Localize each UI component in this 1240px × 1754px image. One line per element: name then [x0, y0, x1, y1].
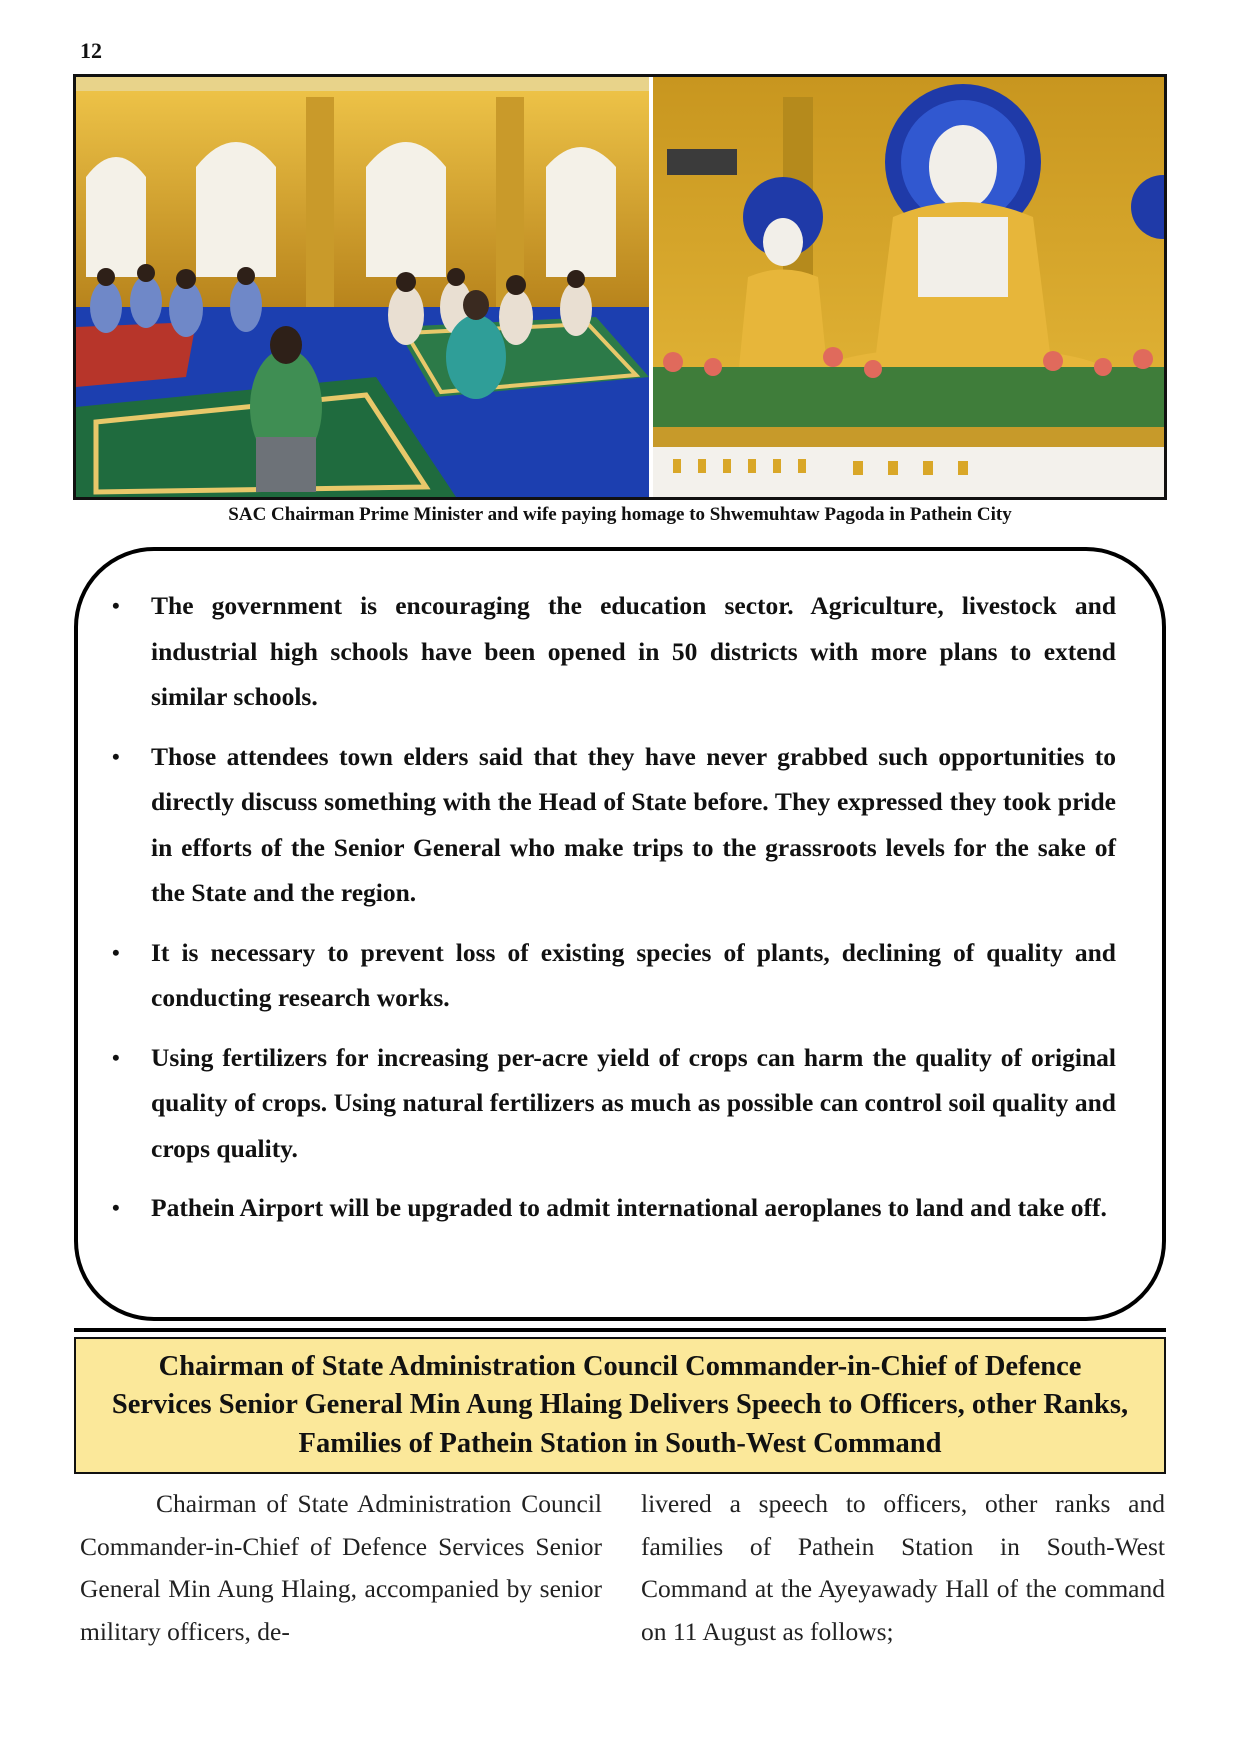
- body-paragraph: Chairman of State Administration Council Commander-in-Chief of Defence Services Senior General Min Aung Hlaing, accompanied by senior military officers, de-: [80, 1489, 602, 1646]
- body-column-left: [80, 1483, 602, 1653]
- bullet-point: [74, 734, 1166, 916]
- section-divider: [74, 1328, 1166, 1332]
- body-paragraph: livered a speech to officers, other ranks and families of Pathein Station in South-West Command at the Ayeyawady Hall of the command on 11 August as follows;: [641, 1489, 1165, 1646]
- bullet-point: [74, 1035, 1166, 1172]
- worshippers-photo-icon: [76, 77, 649, 497]
- bullet-icon: •: [112, 593, 120, 618]
- bullet-point: [74, 583, 1166, 720]
- bullet-point: [74, 1185, 1166, 1231]
- photo-strip: [73, 74, 1167, 500]
- bullet-text: Pathein Airport will be upgraded to admit international aeroplanes to land and take off.: [151, 1193, 1107, 1222]
- bullet-icon: •: [112, 1044, 120, 1070]
- headline-box: [74, 1337, 1166, 1474]
- body-column-right: [641, 1483, 1165, 1653]
- bullet-icon: •: [112, 939, 120, 965]
- bullet-point: [74, 930, 1166, 1021]
- buddha-statues-photo-icon: [653, 77, 1164, 497]
- worshippers-photo: [76, 77, 653, 497]
- buddha-statues-photo: [653, 77, 1164, 497]
- bullet-text: The government is encouraging the education sector. Agriculture, livestock and industrial high schools have been opened in 50 districts with more plans to extend similar schools.: [151, 591, 1116, 711]
- bullet-icon: •: [112, 1195, 120, 1220]
- bullet-text: Those attendees town elders said that they have never grabbed such opportunities to directly discuss something with the Head of State before. They expressed they took pride in efforts of the Senior General who make trips to the grassroots levels for the sake of the State and the region.: [151, 741, 1116, 907]
- bullet-text: It is necessary to prevent loss of existing species of plants, declining of quality and conducting research works.: [151, 937, 1116, 1012]
- photo-caption: SAC Chairman Prime Minister and wife paying homage to Shwemuhtaw Pagoda in Pathein City: [228, 504, 1012, 525]
- article-headline: Chairman of State Administration Council Commander-in-Chief of Defence Services Senior General Min Aung Hlaing Delivers Speech to Officers, other Ranks, Families of Pathein Station in South-West Command: [111, 1350, 1129, 1459]
- page-number: 12: [80, 38, 102, 63]
- bullet-icon: •: [112, 743, 120, 769]
- bullet-text: Using fertilizers for increasing per-acre yield of crops can harm the quality of original quality of crops. Using natural fertilizers as much as possible can control soil quality and crops quality.: [151, 1042, 1116, 1163]
- key-points-list: [74, 583, 1166, 1245]
